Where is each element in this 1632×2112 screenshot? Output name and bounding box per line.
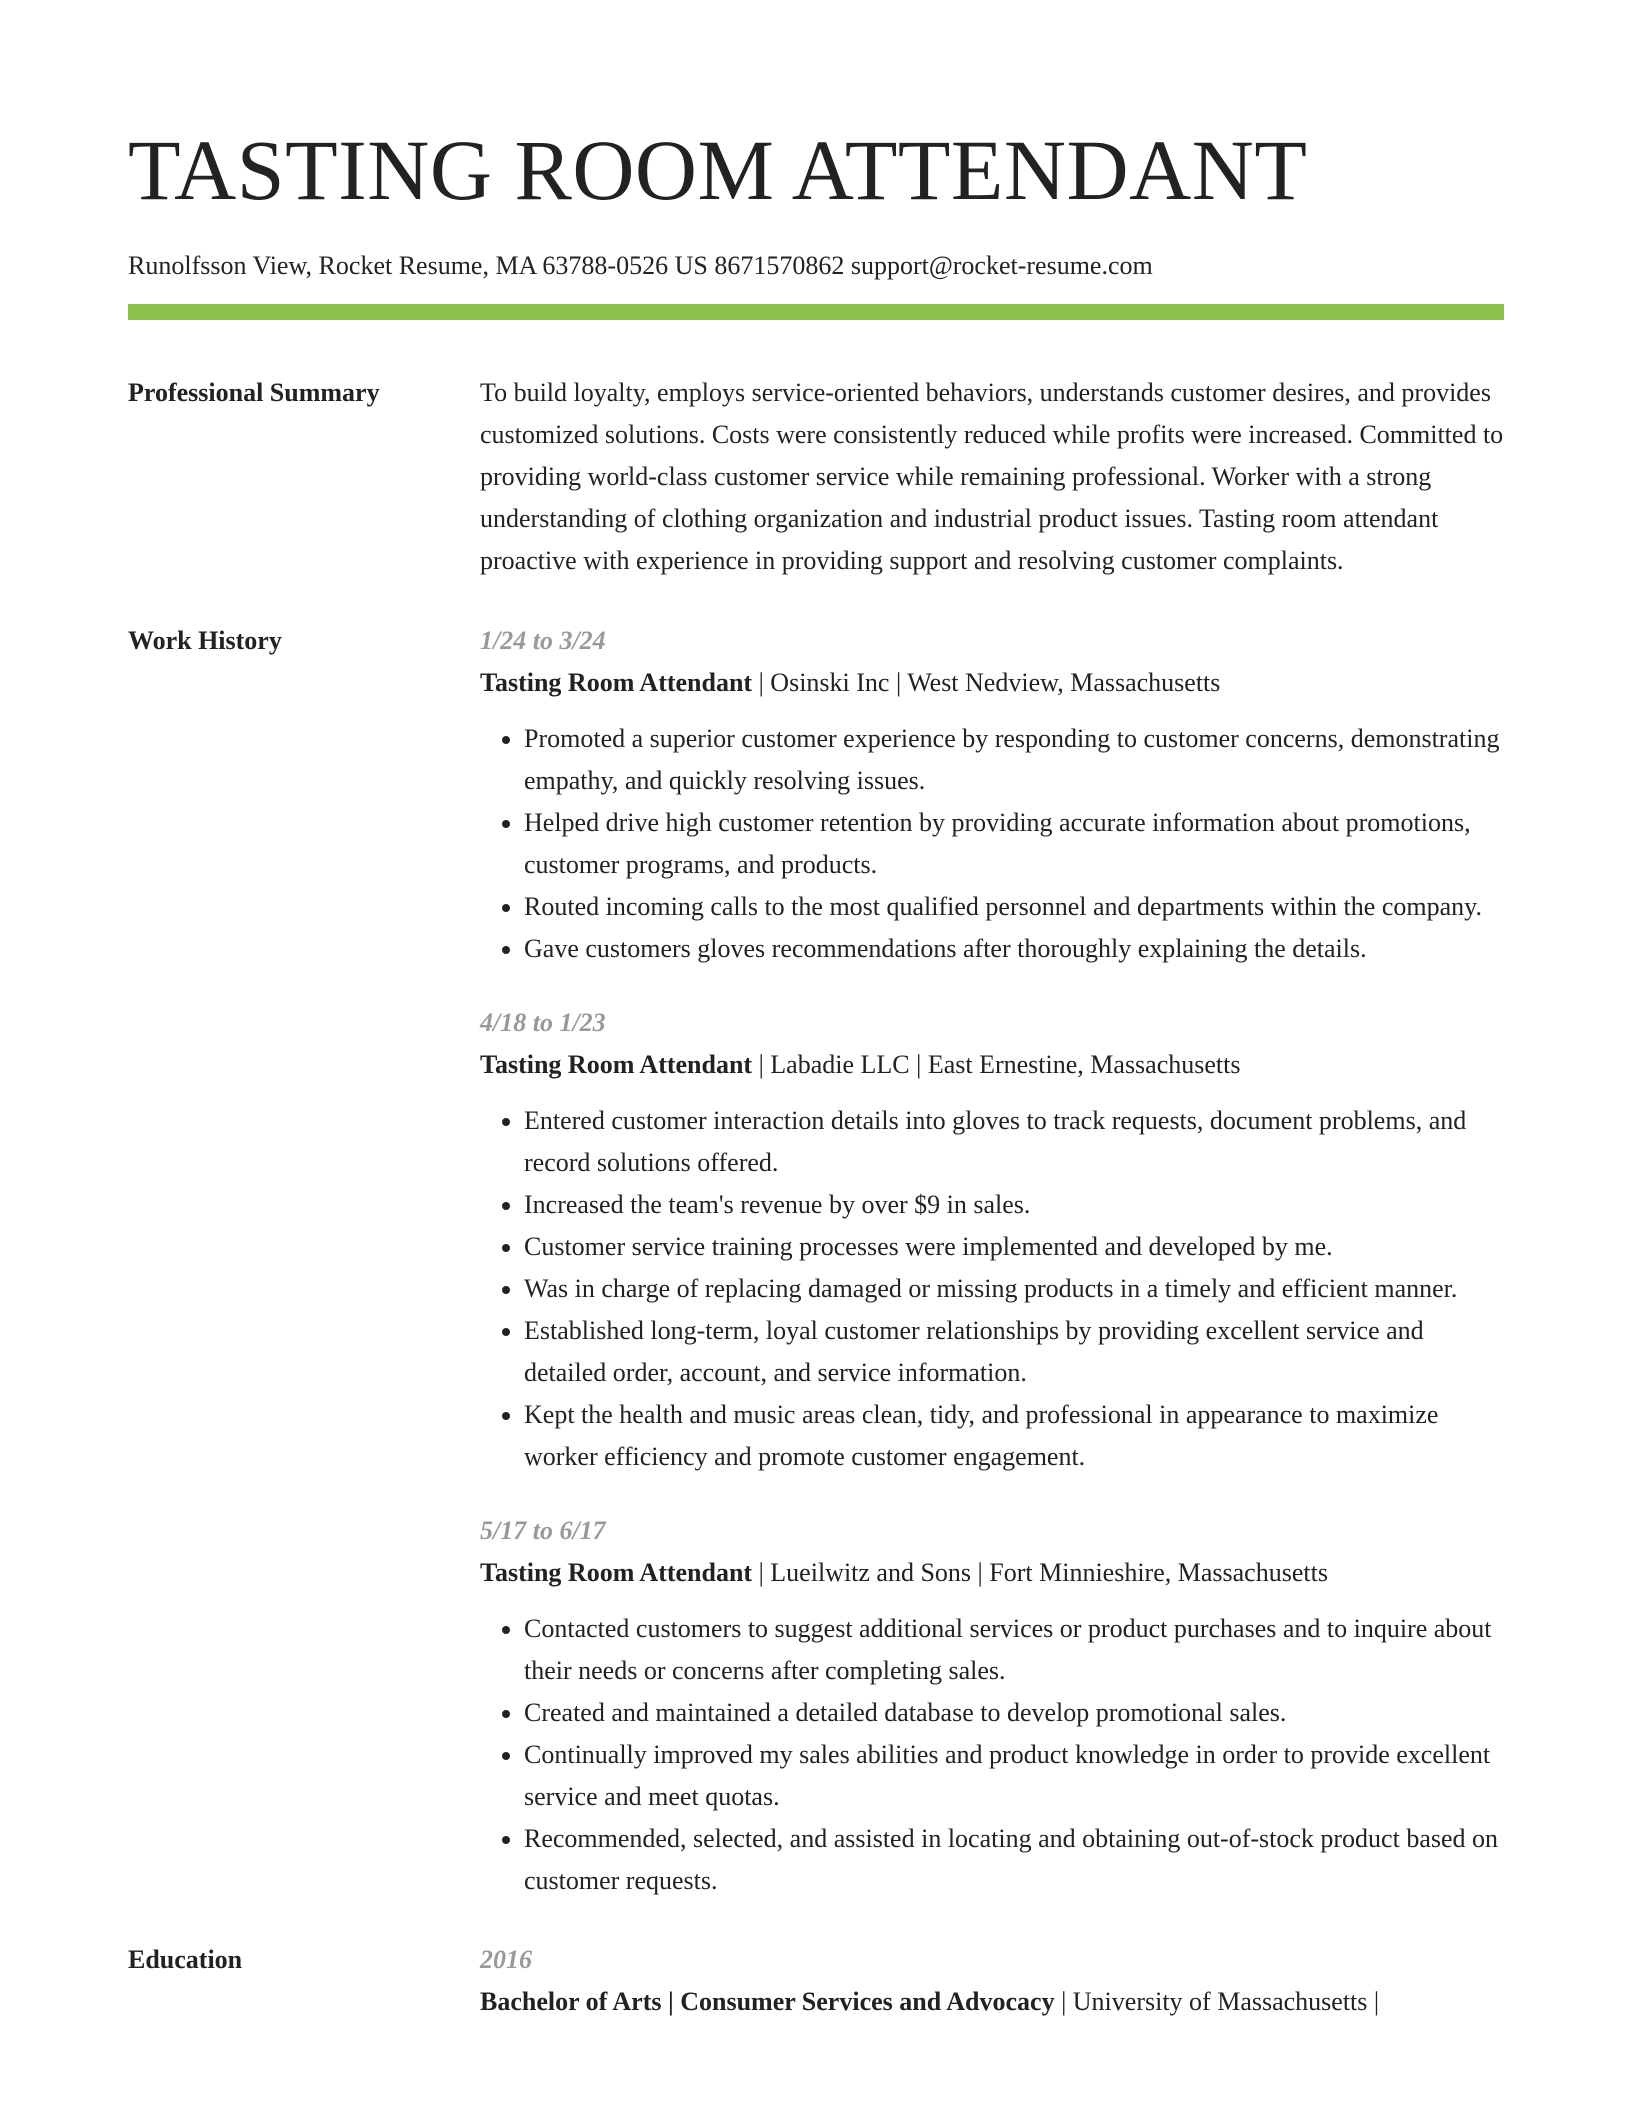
job-entry (480, 1002, 1504, 1478)
education-line (480, 1981, 1504, 2023)
school-name: | University of Massachusetts | (1054, 1987, 1380, 2016)
job-bullet: • Continually improved my sales abilities and product knowledge in order to provide excellent service and meet quotas. (524, 1734, 1504, 1818)
contact-line: Runolfsson View, Rocket Resume, MA 63788-0526 US 8671570862 support@rocket-resume.com (128, 251, 1153, 280)
job-bullet: • Routed incoming calls to the most qualified personnel and departments within the company. (524, 886, 1504, 928)
job-entry (480, 1510, 1504, 1902)
summary-section (128, 372, 1504, 582)
job-bullet: • Recommended, selected, and assisted in locating and obtaining out-of-stock product based on customer requests. (524, 1818, 1504, 1902)
job-dates: 4/18 to 1/23 (480, 1008, 606, 1037)
job-title-line (480, 1552, 1504, 1594)
job-details: | Lueilwitz and Sons | Fort Minnieshire, Massachusetts (752, 1558, 1328, 1587)
resume-title: TASTING ROOM ATTENDANT (128, 122, 1308, 218)
accent-divider (128, 304, 1504, 320)
degree-name: Bachelor of Arts | Consumer Services and Advocacy (480, 1987, 1055, 2016)
job-title: Tasting Room Attendant (480, 668, 753, 697)
job-dates: 1/24 to 3/24 (480, 626, 606, 655)
section-label-work-history: Work History (128, 626, 282, 655)
education-section (128, 1939, 1504, 2023)
job-title: Tasting Room Attendant (480, 1050, 753, 1079)
section-label-education: Education (128, 1945, 243, 1974)
job-title-line (480, 662, 1504, 704)
job-details: | Osinski Inc | West Nedview, Massachusetts (752, 668, 1221, 697)
job-bullet: • Entered customer interaction details into gloves to track requests, document problems, and record solutions offered. (524, 1100, 1504, 1184)
job-bullet: • Contacted customers to suggest additional services or product purchases and to inquire about their needs or concerns after completing sales. (524, 1608, 1504, 1692)
job-bullet: • Customer service training processes were implemented and developed by me. (524, 1226, 1504, 1268)
job-title-line (480, 1044, 1504, 1086)
job-bullet: • Kept the health and music areas clean, tidy, and professional in appearance to maximize worker efficiency and promote customer engagement. (524, 1394, 1504, 1478)
job-bullet: • Was in charge of replacing damaged or missing products in a timely and efficient manner. (524, 1268, 1504, 1310)
job-bullet: • Increased the team's revenue by over $9 in sales. (524, 1184, 1504, 1226)
job-bullet: • Gave customers gloves recommendations after thoroughly explaining the details. (524, 928, 1504, 970)
job-details: | Labadie LLC | East Ernestine, Massachusetts (752, 1050, 1241, 1079)
job-bullets (480, 1608, 1504, 1902)
job-bullet: • Helped drive high customer retention by providing accurate information about promotions, customer programs, and products. (524, 802, 1504, 886)
summary-text: To build loyalty, employs service-oriented behaviors, understands customer desires, and provides customized solutions. Costs were consistently reduced while profits were increased. Committed to providing world-class customer service while remaining professional. Worker with a strong understanding of clothing organization and industrial product issues. Tasting room attendant proactive with experience in providing support and resolving customer complaints. (480, 378, 1504, 575)
job-bullet: • Established long-term, loyal customer relationships by providing excellent service and detailed order, account, and service information. (524, 1310, 1504, 1394)
education-year: 2016 (480, 1945, 532, 1974)
job-dates: 5/17 to 6/17 (480, 1516, 606, 1545)
job-bullet: • Created and maintained a detailed database to develop promotional sales. (524, 1692, 1504, 1734)
section-label-summary: Professional Summary (128, 378, 380, 407)
job-title: Tasting Room Attendant (480, 1558, 753, 1587)
job-entry (480, 620, 1504, 970)
job-bullet: • Promoted a superior customer experience by responding to customer concerns, demonstrating empathy, and quickly resolving issues. (524, 718, 1504, 802)
job-bullets (480, 1100, 1504, 1478)
resume-page (128, 120, 1504, 2023)
work-history-section (128, 620, 1504, 1902)
job-bullets (480, 718, 1504, 970)
